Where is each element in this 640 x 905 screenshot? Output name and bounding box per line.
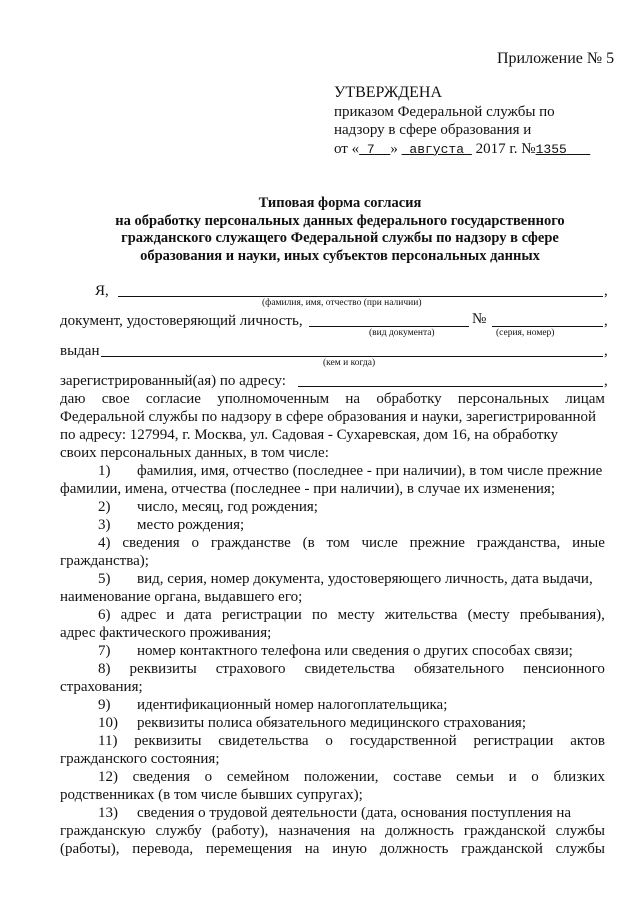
list-item-10: 10) реквизиты полиса обязательного медицинского страхования; xyxy=(98,715,526,731)
list-item-13: 13) сведения о трудовой деятельности (дата, основания поступления на xyxy=(98,805,572,821)
registered-address-field[interactable] xyxy=(298,386,603,387)
annex-number: Приложение № 5 xyxy=(497,50,615,67)
approval-stamp-block xyxy=(334,84,590,159)
document-type-field[interactable] xyxy=(309,326,469,327)
list-item-6: 6) адрес и дата регистрации по месту жительства (месту пребывания), xyxy=(98,607,605,623)
intro-line-2: Федеральной службы по надзору в сфере образования и науки, зарегистрированной xyxy=(60,409,597,425)
list-item-12: 12) сведения о семейном положении, составе семьи и о близких xyxy=(98,769,605,785)
approved-line-2: надзору в сфере образования и xyxy=(334,122,532,138)
full-name-field[interactable] xyxy=(118,296,603,297)
list-item-8: 8) реквизиты страхового свидетельства обязательного пенсионного xyxy=(98,661,605,677)
series-number-hint: (серия, номер) xyxy=(496,328,555,338)
approved-number: 1355 xyxy=(535,141,567,157)
list-item-4: 4) сведения о гражданстве (в том числе прежние гражданства, иные xyxy=(98,535,605,551)
list-item-12-cont: родственниках (в том числе бывших супругах); xyxy=(60,787,363,803)
document-title: Типовая форма согласия на обработку персональных данных федерального государственного гражданского служащего Федеральной службы по надзору в сфере образования и науки, иных субъектов персональных данных xyxy=(115,195,565,264)
document-series-number-field[interactable] xyxy=(492,326,603,327)
approved-month: августа xyxy=(409,141,465,157)
list-item-5: 5) вид, серия, номер документа, удостоверяющего личность, дата выдачи, xyxy=(98,571,593,587)
list-item-5-cont: наименование органа, выдавшего его; xyxy=(60,589,303,605)
list-item-1: 1) фамилия, имя, отчество (последнее - при наличии), в том числе прежние xyxy=(98,463,603,479)
approved-date-line: от « 7 » августа 2017 г. №1355 xyxy=(334,140,590,160)
list-item-3: 3) место рождения; xyxy=(98,517,245,533)
issued-by-field[interactable] xyxy=(101,356,603,357)
list-item-9: 9) идентификационный номер налогоплательщика; xyxy=(98,697,448,713)
list-item-1-cont: фамилии, имена, отчества (последнее - при наличии), в случае их изменения; xyxy=(60,481,555,497)
registered-address-label: зарегистрированный(ая) по адресу: xyxy=(60,373,286,389)
list-item-7: 7) номер контактного телефона или сведения о других способах связи; xyxy=(98,643,573,659)
intro-line-4: своих персональных данных, в том числе: xyxy=(60,445,329,461)
i-label: Я, xyxy=(95,283,109,299)
list-item-13-cont-2: (работы), перевода, перемещения на иную должность гражданской службы xyxy=(60,841,605,857)
document-type-hint: (вид документа) xyxy=(369,328,435,338)
full-name-hint: (фамилия, имя, отчество (при наличии) xyxy=(262,298,422,308)
issued-hint: (кем и когда) xyxy=(323,358,376,368)
document-page: Приложение № 5 УТВЕРЖДЕНА приказом Федеральной службы по надзору в сфере образования и от « 7 » августа 2017 г. №1355 Типовая форма согласия на обработку персональных данных федерального государственного гражданского служащего Федеральной службы по надзору в сфере образования и науки, иных субъектов персональных данных Я, , (фамилия, имя, отчество (при наличии) документ, удостоверяющий личность, № , (вид документа) (серия, номер) выдан , (кем и когда) зарегистрированный(ая) по адресу: , даю свое согласие уполномоченным на обработку персональных лицам Федеральной службы по надзору в сфере образования и науки, зарегистрированной по адресу: 127994, г. Москва, ул. Садовая - Сухаревская, дом 16, на обработку своих персональных данных, в том числе: 1) фамилия, имя, отчество (последнее - при наличии), в том числе прежние фамилии, имена, отчества (последнее - при наличии), в случае их изменения; 2) число, месяц, год рождения; 3) место рождения; 4) сведения о гражданстве (в том числе прежние гражданства, иные гражданства); 5) вид, серия, номер документа, удостоверяющего личность, дата выдачи, наименование органа, выдавшего его; 6) адрес и дата регистрации по месту жительства (месту пребывания), адрес фактического проживания; 7) номер контактного телефона или сведения о других способах связи; 8) реквизиты страхового свидетельства обязательного пенсионного страхования; 9) идентификационный номер налогоплательщика; 10) реквизиты полиса обязательного медицинского страхования; 11) реквизиты свидетельства о государственной регистрации актов гражданского состояния; 12) сведения о семейном положении, составе семьи и о близких родственниках (в том числе бывших супругах); 13) сведения о трудовой деятельности (дата, основания поступления на гражданскую службу (работу), назначения на должность гражданской службы (работы), перевода, перемещения на иную должность гражданской службы xyxy=(0,0,640,905)
id-document-label: документ, удостоверяющий личность, xyxy=(60,313,303,329)
intro-line-3: по адресу: 127994, г. Москва, ул. Садовая - Сухаревская, дом 16, на обработку xyxy=(60,427,559,443)
number-sign: № xyxy=(472,311,487,327)
intro-line-1: даю свое согласие уполномоченным на обработку персональных лицам xyxy=(60,391,605,407)
list-item-11: 11) реквизиты свидетельства о государственной регистрации актов xyxy=(98,733,605,749)
list-item-6-cont: адрес фактического проживания; xyxy=(60,625,272,641)
list-item-13-cont-1: гражданскую службу (работу), назначения на должность гражданской службы xyxy=(60,823,605,839)
approved-day: 7 xyxy=(366,141,375,157)
list-item-8-cont: страхования; xyxy=(60,679,143,695)
list-item-2: 2) число, месяц, год рождения; xyxy=(98,499,318,515)
list-item-11-cont: гражданского состояния; xyxy=(60,751,220,767)
approved-line-1: приказом Федеральной службы по xyxy=(334,103,555,120)
list-item-4-cont: гражданства); xyxy=(60,553,149,569)
issued-label: выдан xyxy=(60,343,100,359)
approved-heading: УТВЕРЖДЕНА xyxy=(334,84,443,101)
